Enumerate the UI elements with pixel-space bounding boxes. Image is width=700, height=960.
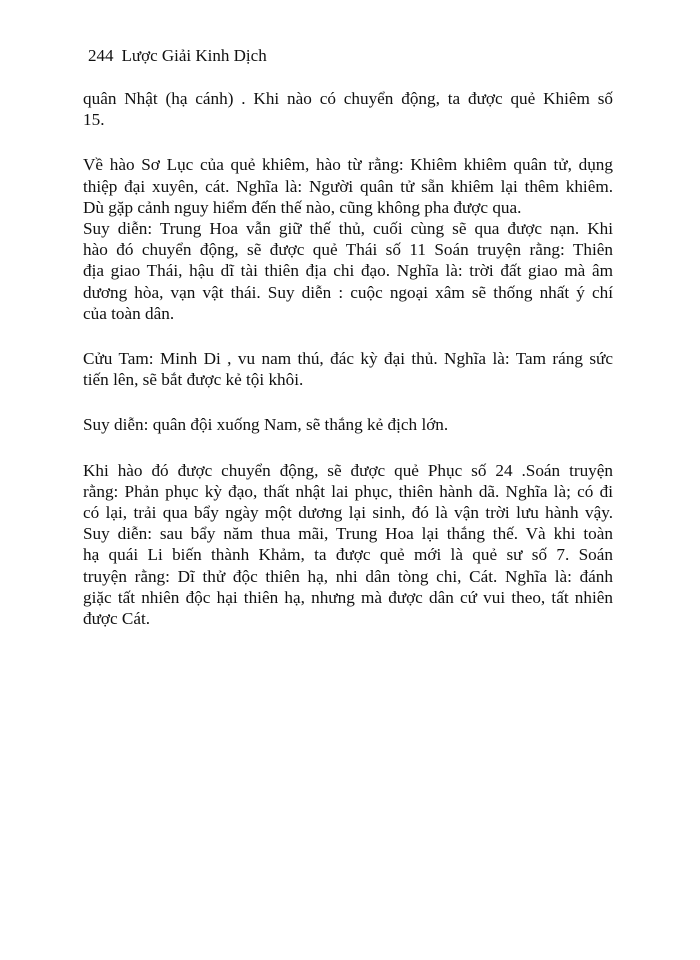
paragraph xyxy=(83,154,613,218)
paragraph xyxy=(83,348,613,390)
page-body xyxy=(83,88,613,629)
text-line: Suy diễn: quân đội xuống Nam, sẽ thắng kẻ địch lớn. xyxy=(83,415,449,435)
paragraph xyxy=(83,460,613,630)
paragraph xyxy=(83,414,613,435)
text-line: quân Nhật (hạ cánh) . Khi nào có chuyển động, ta được quẻ Khiêm số xyxy=(83,89,613,108)
text-line: Cửu Tam: Minh Di , vu nam thú, đác kỳ đại thủ. Nghĩa là: Tam ráng sức xyxy=(83,349,613,369)
text-line: rằng: Phản phục kỳ đạo, thất nhật lai phục, thiên hành dã. Nghĩa là; có đi xyxy=(83,481,613,501)
text-line: của toàn dân. xyxy=(83,303,175,323)
paragraph xyxy=(83,218,613,324)
text-line: Suy diễn: sau bẩy năm thua mãi, Trung Hoa lại thắng thế. Và khi toàn xyxy=(83,524,613,544)
text-line: 15. xyxy=(83,110,105,130)
text-line: Suy diễn: Trung Hoa vẫn giữ thế thủ, cuối cùng sẽ qua được nạn. Khi xyxy=(83,219,613,239)
page-number: 244 xyxy=(88,46,114,65)
text-line: được Cát. xyxy=(83,609,151,629)
page-header xyxy=(88,46,275,66)
paragraph xyxy=(83,88,613,130)
text-line: Dù gặp cảnh nguy hiểm đến thế nào, cũng không pha được qua. xyxy=(83,197,522,217)
text-line: Khi hào đó được chuyển động, sẽ được quẻ Phục số 24 .Soán truyện xyxy=(83,460,613,480)
book-title: Lược Giải Kinh Dịch xyxy=(121,46,267,65)
text-line: thiệp đại xuyên, cát. Nghĩa là: Người quân tử sẵn khiêm lại thêm khiêm. xyxy=(83,176,613,196)
text-line: giặc tất nhiên độc hại thiên hạ, nhưng mà được dân cứ vui theo, tất nhiên xyxy=(83,587,613,607)
text-line: tiến lên, sẽ bắt được kẻ tội khôi. xyxy=(83,370,304,390)
text-line: truyện rằng: Dĩ thử độc thiên hạ, nhi dân tòng chi, Cát. Nghĩa là: đánh xyxy=(83,566,613,586)
text-line: hào đó chuyển động, sẽ được quẻ Thái số 11 Soán truyện rằng: Thiên xyxy=(83,240,613,260)
text-line: địa giao Thái, hậu dĩ tài thiên địa chi đạo. Nghĩa là: trời đất giao mà âm xyxy=(83,261,613,281)
text-line: Về hào Sơ Lục của quẻ khiêm, hào từ rằng: Khiêm khiêm quân tử, dụng xyxy=(83,155,613,175)
text-line: có lại, trải qua bẩy ngày một dương lại sinh, đó là vận trời lưu hành vậy. xyxy=(83,503,613,523)
text-line: dương hòa, vạn vật thái. Suy diễn : cuộc ngoại xâm sẽ thống nhất ý chí xyxy=(83,282,613,302)
text-line: hạ quái Li biến thành Khảm, ta được quẻ mới là quẻ sư số 7. Soán xyxy=(83,545,613,565)
